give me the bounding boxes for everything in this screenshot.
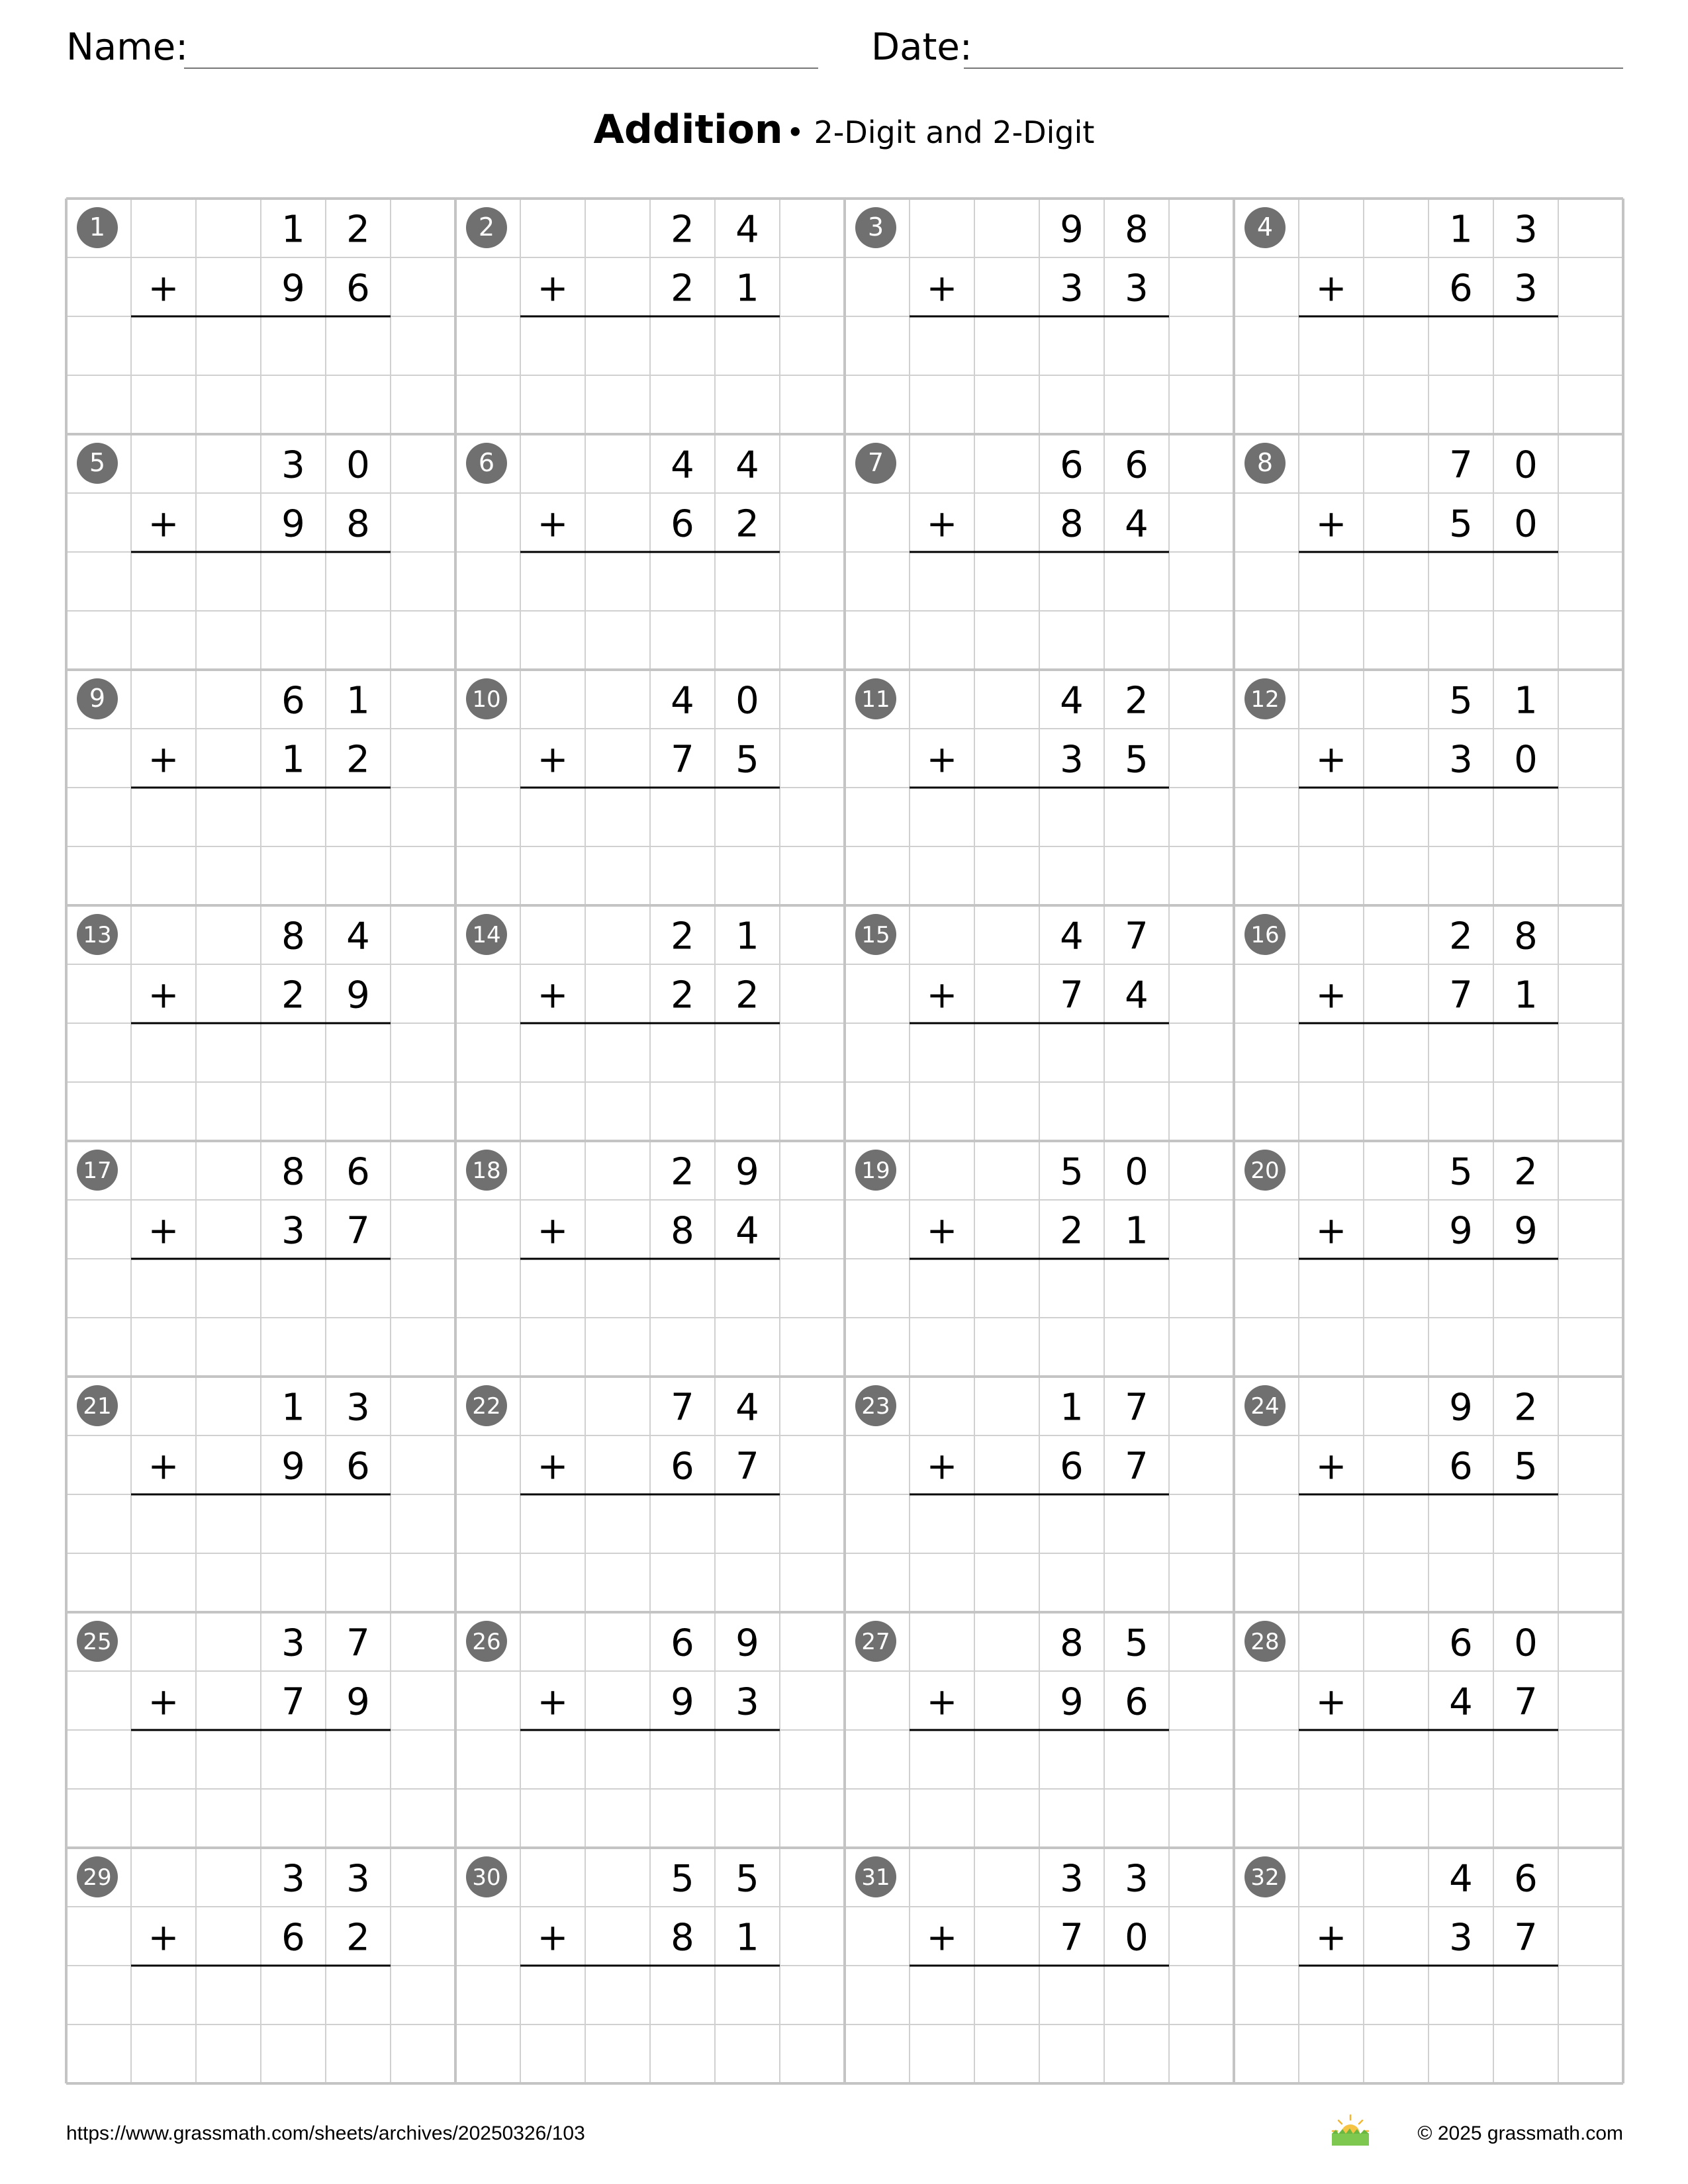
addend-top-tens: 6 bbox=[1060, 443, 1084, 487]
plus-sign: + bbox=[1315, 738, 1347, 782]
answer-area[interactable] bbox=[1299, 552, 1558, 670]
problem-number-badge bbox=[1244, 914, 1286, 955]
problem-number-badge bbox=[1244, 1150, 1286, 1191]
problem-number-badge bbox=[855, 678, 896, 719]
plus-sign: + bbox=[148, 267, 179, 310]
addend-top-ones: 5 bbox=[1125, 1621, 1149, 1665]
addend-top-ones: 2 bbox=[1514, 1150, 1538, 1194]
answer-area[interactable] bbox=[910, 316, 1169, 434]
problem-number-badge bbox=[77, 1621, 118, 1662]
addend-bottom-tens: 8 bbox=[1060, 502, 1084, 546]
addend-top-ones: 1 bbox=[735, 915, 759, 958]
problem-number-badge bbox=[466, 1856, 507, 1897]
problem-number-badge bbox=[1244, 207, 1286, 248]
addend-top-tens: 5 bbox=[1449, 1150, 1473, 1194]
plus-sign: + bbox=[148, 502, 179, 546]
addend-bottom-ones: 5 bbox=[735, 738, 759, 782]
addend-bottom-ones: 9 bbox=[346, 974, 370, 1017]
answer-area[interactable] bbox=[910, 788, 1169, 905]
addend-bottom-ones: 4 bbox=[1125, 502, 1149, 546]
problem-number-badge bbox=[77, 1856, 118, 1897]
addend-bottom-tens: 7 bbox=[281, 1680, 305, 1724]
addend-top-tens: 3 bbox=[281, 1621, 305, 1665]
addend-top-tens: 6 bbox=[281, 679, 305, 723]
problem-number: 27 bbox=[861, 1629, 890, 1655]
answer-area[interactable] bbox=[910, 1259, 1169, 1377]
plus-sign: + bbox=[926, 502, 958, 546]
problem-number-badge bbox=[1244, 1621, 1286, 1662]
plus-sign: + bbox=[926, 1916, 958, 1960]
problem-number: 6 bbox=[478, 448, 495, 477]
plus-sign: + bbox=[537, 1209, 569, 1253]
problem-number: 25 bbox=[83, 1629, 112, 1655]
plus-sign: + bbox=[926, 974, 958, 1017]
addend-top-ones: 6 bbox=[346, 1150, 370, 1194]
plus-sign: + bbox=[537, 738, 569, 782]
addend-top-tens: 7 bbox=[671, 1386, 694, 1430]
plus-sign: + bbox=[1315, 267, 1347, 310]
problem-number-badge bbox=[855, 1385, 896, 1426]
addend-bottom-tens: 9 bbox=[281, 1445, 305, 1488]
plus-sign: + bbox=[1315, 502, 1347, 546]
addend-top-ones: 3 bbox=[1125, 1857, 1149, 1901]
answer-area[interactable] bbox=[520, 1966, 780, 2083]
addend-bottom-tens: 9 bbox=[281, 267, 305, 310]
addend-top-tens: 4 bbox=[671, 443, 694, 487]
answer-area[interactable] bbox=[131, 1730, 391, 1848]
problem-number: 3 bbox=[867, 212, 884, 242]
plus-sign: + bbox=[148, 1916, 179, 1960]
addend-bottom-ones: 7 bbox=[1514, 1680, 1538, 1724]
problem-number-badge bbox=[855, 1856, 896, 1897]
problem-number: 14 bbox=[472, 922, 501, 948]
addend-top-tens: 2 bbox=[671, 1150, 694, 1194]
problem-number-badge bbox=[855, 207, 896, 248]
addend-top-tens: 6 bbox=[1449, 1621, 1473, 1665]
addend-bottom-tens: 2 bbox=[281, 974, 305, 1017]
plus-sign: + bbox=[926, 1680, 958, 1724]
answer-area[interactable] bbox=[520, 316, 780, 434]
plus-sign: + bbox=[1315, 1916, 1347, 1960]
addend-top-ones: 2 bbox=[1125, 679, 1149, 723]
problem-number-badge bbox=[77, 1150, 118, 1191]
addend-top-ones: 7 bbox=[1125, 1386, 1149, 1430]
addend-bottom-tens: 4 bbox=[1449, 1680, 1473, 1724]
problem-number: 4 bbox=[1256, 212, 1274, 242]
addend-top-ones: 0 bbox=[1514, 443, 1538, 487]
answer-area[interactable] bbox=[910, 1023, 1169, 1141]
addend-bottom-tens: 9 bbox=[671, 1680, 694, 1724]
addend-bottom-ones: 4 bbox=[735, 1209, 759, 1253]
problem-number: 18 bbox=[472, 1158, 501, 1184]
name-label: Name: bbox=[66, 26, 189, 69]
plus-sign: + bbox=[1315, 1209, 1347, 1253]
problem-number: 5 bbox=[89, 448, 106, 477]
addend-bottom-tens: 9 bbox=[281, 502, 305, 546]
addend-top-ones: 6 bbox=[1514, 1857, 1538, 1901]
problem-number: 17 bbox=[83, 1158, 112, 1184]
addend-bottom-ones: 1 bbox=[735, 267, 759, 310]
addend-bottom-tens: 6 bbox=[1449, 267, 1473, 310]
addend-bottom-ones: 3 bbox=[1125, 267, 1149, 310]
addend-bottom-tens: 7 bbox=[1449, 974, 1473, 1017]
answer-area[interactable] bbox=[131, 788, 391, 905]
addend-bottom-tens: 1 bbox=[281, 738, 305, 782]
problem-number-badge bbox=[466, 678, 507, 719]
problem-number: 32 bbox=[1250, 1864, 1280, 1891]
subtitle-text: • 2-Digit and 2-Digit bbox=[786, 114, 1095, 150]
plus-sign: + bbox=[926, 267, 958, 310]
answer-area[interactable] bbox=[520, 1494, 780, 1612]
addend-bottom-ones: 6 bbox=[1125, 1680, 1149, 1724]
answer-area[interactable] bbox=[1299, 1023, 1558, 1141]
addend-top-ones: 1 bbox=[1514, 679, 1538, 723]
addend-bottom-ones: 6 bbox=[346, 267, 370, 310]
plus-sign: + bbox=[537, 267, 569, 310]
footer-url: https://www.grassmath.com/sheets/archives/20250326/103 bbox=[66, 2122, 585, 2144]
answer-area[interactable] bbox=[520, 1259, 780, 1377]
answer-area[interactable] bbox=[131, 1023, 391, 1141]
problem-number: 29 bbox=[83, 1864, 112, 1891]
addend-bottom-ones: 6 bbox=[346, 1445, 370, 1488]
addend-top-ones: 8 bbox=[1125, 208, 1149, 251]
addend-top-ones: 4 bbox=[346, 915, 370, 958]
addend-top-tens: 5 bbox=[1060, 1150, 1084, 1194]
plus-sign: + bbox=[1315, 974, 1347, 1017]
addend-bottom-ones: 1 bbox=[735, 1916, 759, 1960]
plus-sign: + bbox=[926, 1209, 958, 1253]
addend-bottom-ones: 3 bbox=[735, 1680, 759, 1724]
addend-top-tens: 9 bbox=[1449, 1386, 1473, 1430]
plus-sign: + bbox=[148, 974, 179, 1017]
addend-top-ones: 3 bbox=[1514, 208, 1538, 251]
answer-area[interactable] bbox=[520, 552, 780, 670]
addend-top-ones: 0 bbox=[1125, 1150, 1149, 1194]
problem-number-badge bbox=[77, 443, 118, 484]
addend-top-tens: 1 bbox=[1449, 208, 1473, 251]
plus-sign: + bbox=[148, 1209, 179, 1253]
problem-number: 24 bbox=[1250, 1393, 1280, 1420]
problem-number: 8 bbox=[1256, 448, 1274, 477]
addend-top-ones: 4 bbox=[735, 1386, 759, 1430]
addend-top-tens: 4 bbox=[671, 679, 694, 723]
addend-bottom-tens: 3 bbox=[281, 1209, 305, 1253]
plus-sign: + bbox=[1315, 1445, 1347, 1488]
addend-top-tens: 2 bbox=[1449, 915, 1473, 958]
addend-bottom-tens: 6 bbox=[281, 1916, 305, 1960]
addend-top-tens: 6 bbox=[671, 1621, 694, 1665]
addend-top-tens: 2 bbox=[671, 915, 694, 958]
addend-top-tens: 8 bbox=[281, 1150, 305, 1194]
problem-number-badge bbox=[77, 1385, 118, 1426]
answer-area[interactable] bbox=[1299, 1966, 1558, 2083]
addend-top-tens: 3 bbox=[281, 1857, 305, 1901]
addend-top-ones: 7 bbox=[346, 1621, 370, 1665]
footer-copyright: © 2025 grassmath.com bbox=[1417, 2122, 1623, 2144]
plus-sign: + bbox=[926, 738, 958, 782]
problem-number-badge bbox=[1244, 443, 1286, 484]
addend-top-ones: 4 bbox=[735, 443, 759, 487]
problem-number: 21 bbox=[83, 1393, 112, 1420]
problem-number-badge bbox=[466, 207, 507, 248]
problem-number: 16 bbox=[1250, 922, 1280, 948]
addend-top-tens: 1 bbox=[281, 208, 305, 251]
answer-area[interactable] bbox=[1299, 1730, 1558, 1848]
plus-sign: + bbox=[148, 1445, 179, 1488]
addend-bottom-ones: 7 bbox=[346, 1209, 370, 1253]
plus-sign: + bbox=[926, 1445, 958, 1488]
addend-bottom-tens: 9 bbox=[1060, 1680, 1084, 1724]
addend-bottom-ones: 5 bbox=[1125, 738, 1149, 782]
addend-bottom-tens: 9 bbox=[1449, 1209, 1473, 1253]
addend-bottom-ones: 0 bbox=[1514, 738, 1538, 782]
problem-number-badge bbox=[77, 914, 118, 955]
addend-top-tens: 5 bbox=[1449, 679, 1473, 723]
problem-number: 19 bbox=[861, 1158, 890, 1184]
plus-sign: + bbox=[537, 1680, 569, 1724]
addend-top-ones: 1 bbox=[346, 679, 370, 723]
addend-top-ones: 3 bbox=[346, 1857, 370, 1901]
answer-area[interactable] bbox=[520, 1730, 780, 1848]
addend-top-ones: 0 bbox=[735, 679, 759, 723]
addend-top-tens: 9 bbox=[1060, 208, 1084, 251]
problem-number: 7 bbox=[867, 448, 884, 477]
addend-bottom-ones: 0 bbox=[1514, 502, 1538, 546]
addend-top-tens: 1 bbox=[1060, 1386, 1084, 1430]
addend-top-ones: 4 bbox=[735, 208, 759, 251]
problem-number-badge bbox=[1244, 1856, 1286, 1897]
addend-top-ones: 9 bbox=[735, 1150, 759, 1194]
problem-number: 1 bbox=[89, 212, 106, 242]
addend-top-tens: 4 bbox=[1449, 1857, 1473, 1901]
addend-top-tens: 3 bbox=[1060, 1857, 1084, 1901]
answer-area[interactable] bbox=[131, 1259, 391, 1377]
answer-area[interactable] bbox=[910, 552, 1169, 670]
addend-bottom-ones: 7 bbox=[735, 1445, 759, 1488]
addend-top-ones: 6 bbox=[1125, 443, 1149, 487]
problem-number: 12 bbox=[1250, 686, 1280, 713]
problem-number: 10 bbox=[472, 686, 501, 713]
addend-bottom-tens: 5 bbox=[1449, 502, 1473, 546]
addend-bottom-tens: 3 bbox=[1060, 267, 1084, 310]
problem-number-badge bbox=[77, 678, 118, 719]
addend-top-tens: 8 bbox=[281, 915, 305, 958]
answer-area[interactable] bbox=[131, 1494, 391, 1612]
addend-bottom-ones: 7 bbox=[1125, 1445, 1149, 1488]
addend-bottom-tens: 3 bbox=[1449, 738, 1473, 782]
addend-bottom-tens: 2 bbox=[1060, 1209, 1084, 1253]
addend-bottom-ones: 2 bbox=[735, 502, 759, 546]
addend-bottom-tens: 6 bbox=[671, 1445, 694, 1488]
plus-sign: + bbox=[537, 1916, 569, 1960]
problem-number: 15 bbox=[861, 922, 890, 948]
addend-top-ones: 8 bbox=[1514, 915, 1538, 958]
addend-top-ones: 9 bbox=[735, 1621, 759, 1665]
addend-top-tens: 1 bbox=[281, 1386, 305, 1430]
sun-over-grass-icon bbox=[1329, 2114, 1372, 2148]
answer-area[interactable] bbox=[520, 1023, 780, 1141]
answer-area[interactable] bbox=[1299, 1259, 1558, 1377]
problem-number-badge bbox=[855, 914, 896, 955]
addend-bottom-ones: 0 bbox=[1125, 1916, 1149, 1960]
answer-area[interactable] bbox=[1299, 788, 1558, 905]
addend-bottom-ones: 7 bbox=[1514, 1916, 1538, 1960]
addend-top-tens: 5 bbox=[671, 1857, 694, 1901]
answer-area[interactable] bbox=[520, 788, 780, 905]
plus-sign: + bbox=[537, 502, 569, 546]
addend-bottom-tens: 7 bbox=[1060, 1916, 1084, 1960]
problem-number-badge bbox=[855, 443, 896, 484]
addend-top-ones: 2 bbox=[1514, 1386, 1538, 1430]
addend-bottom-tens: 6 bbox=[1060, 1445, 1084, 1488]
addend-bottom-ones: 9 bbox=[1514, 1209, 1538, 1253]
problem-number: 26 bbox=[472, 1629, 501, 1655]
problem-number-badge bbox=[466, 1150, 507, 1191]
answer-area[interactable] bbox=[131, 1966, 391, 2083]
addend-bottom-ones: 9 bbox=[346, 1680, 370, 1724]
problem-number: 23 bbox=[861, 1393, 890, 1420]
problem-number-badge bbox=[466, 443, 507, 484]
addend-bottom-tens: 2 bbox=[671, 974, 694, 1017]
addend-bottom-tens: 7 bbox=[671, 738, 694, 782]
addend-top-ones: 0 bbox=[346, 443, 370, 487]
answer-area[interactable] bbox=[910, 1730, 1169, 1848]
addend-bottom-ones: 5 bbox=[1514, 1445, 1538, 1488]
problem-number: 2 bbox=[478, 212, 495, 242]
answer-area[interactable] bbox=[1299, 316, 1558, 434]
title-text: Addition bbox=[593, 107, 783, 153]
problem-number-badge bbox=[1244, 1385, 1286, 1426]
addend-top-tens: 4 bbox=[1060, 679, 1084, 723]
plus-sign: + bbox=[1315, 1680, 1347, 1724]
addend-bottom-tens: 6 bbox=[1449, 1445, 1473, 1488]
addend-top-tens: 3 bbox=[281, 443, 305, 487]
addend-bottom-tens: 3 bbox=[1060, 738, 1084, 782]
addend-bottom-tens: 6 bbox=[671, 502, 694, 546]
problem-number-badge bbox=[855, 1150, 896, 1191]
addend-top-ones: 0 bbox=[1514, 1621, 1538, 1665]
answer-area[interactable] bbox=[131, 316, 391, 434]
addend-top-ones: 3 bbox=[346, 1386, 370, 1430]
addend-top-tens: 4 bbox=[1060, 915, 1084, 958]
addend-bottom-tens: 2 bbox=[671, 267, 694, 310]
addend-top-tens: 7 bbox=[1449, 443, 1473, 487]
addend-bottom-tens: 8 bbox=[671, 1916, 694, 1960]
addend-top-ones: 5 bbox=[735, 1857, 759, 1901]
addend-bottom-tens: 3 bbox=[1449, 1916, 1473, 1960]
addend-bottom-ones: 2 bbox=[735, 974, 759, 1017]
problem-number-badge bbox=[855, 1621, 896, 1662]
addend-bottom-ones: 2 bbox=[346, 738, 370, 782]
problem-number-badge bbox=[466, 914, 507, 955]
answer-area[interactable] bbox=[910, 1494, 1169, 1612]
problem-number: 20 bbox=[1250, 1158, 1280, 1184]
date-label: Date: bbox=[871, 26, 972, 69]
answer-area[interactable] bbox=[1299, 1494, 1558, 1612]
plus-sign: + bbox=[148, 1680, 179, 1724]
answer-area[interactable] bbox=[131, 552, 391, 670]
problem-number-badge bbox=[466, 1621, 507, 1662]
addend-top-ones: 2 bbox=[346, 208, 370, 251]
problem-number: 31 bbox=[861, 1864, 890, 1891]
addend-bottom-ones: 1 bbox=[1514, 974, 1538, 1017]
addend-bottom-ones: 1 bbox=[1125, 1209, 1149, 1253]
addend-top-tens: 2 bbox=[671, 208, 694, 251]
problem-number: 13 bbox=[83, 922, 112, 948]
problem-number-badge bbox=[77, 207, 118, 248]
problem-number: 9 bbox=[89, 684, 106, 713]
addend-bottom-tens: 7 bbox=[1060, 974, 1084, 1017]
problem-number-badge bbox=[1244, 678, 1286, 719]
plus-sign: + bbox=[537, 974, 569, 1017]
addend-top-ones: 7 bbox=[1125, 915, 1149, 958]
plus-sign: + bbox=[537, 1445, 569, 1488]
addend-bottom-ones: 3 bbox=[1514, 267, 1538, 310]
addend-bottom-tens: 8 bbox=[671, 1209, 694, 1253]
answer-area[interactable] bbox=[910, 1966, 1169, 2083]
problem-number: 11 bbox=[861, 686, 890, 713]
problem-number: 30 bbox=[472, 1864, 501, 1891]
addend-bottom-ones: 8 bbox=[346, 502, 370, 546]
addend-bottom-ones: 4 bbox=[1125, 974, 1149, 1017]
addend-bottom-ones: 2 bbox=[346, 1916, 370, 1960]
problem-number: 22 bbox=[472, 1393, 501, 1420]
addend-top-tens: 8 bbox=[1060, 1621, 1084, 1665]
problem-number: 28 bbox=[1250, 1629, 1280, 1655]
problem-number-badge bbox=[466, 1385, 507, 1426]
plus-sign: + bbox=[148, 738, 179, 782]
